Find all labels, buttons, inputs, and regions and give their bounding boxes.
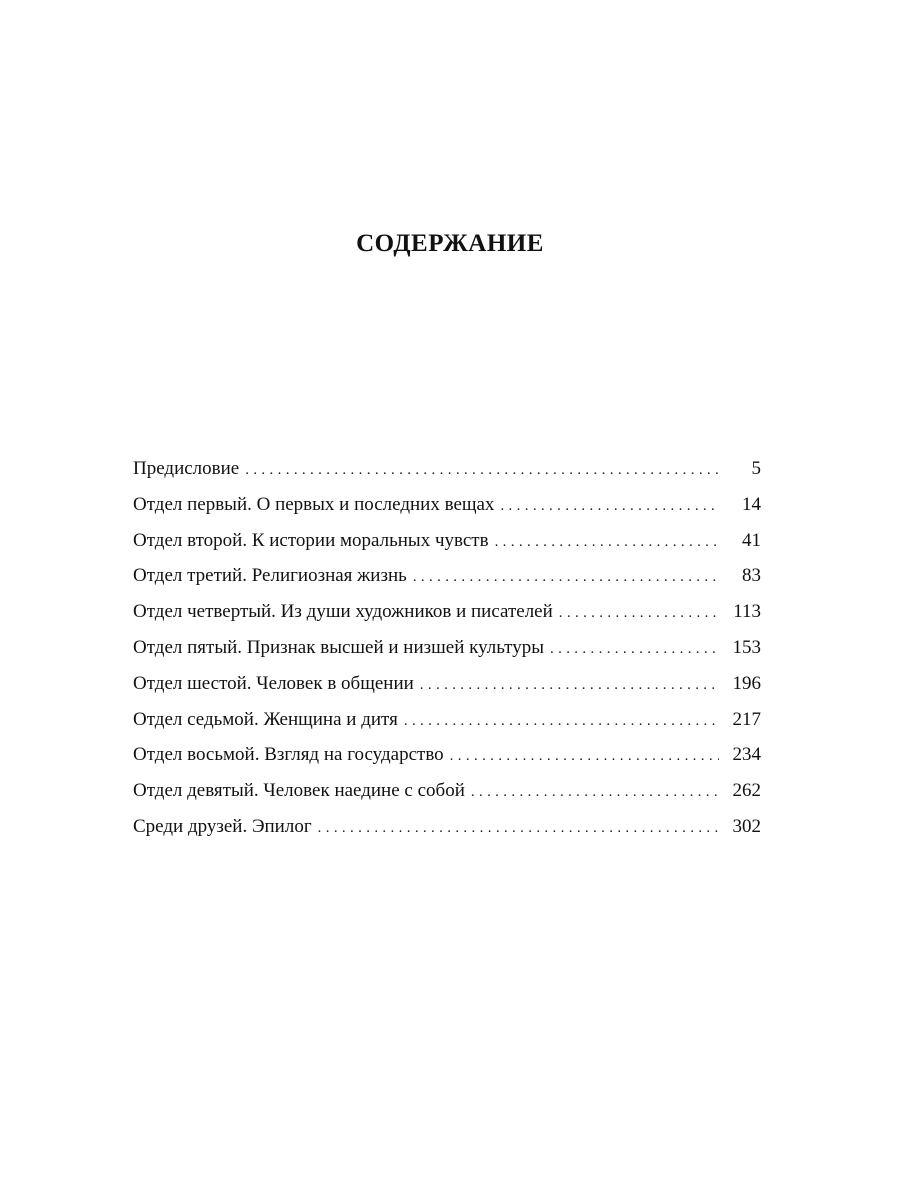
- toc-entry-title: Среди друзей. Эпилог: [133, 815, 312, 837]
- toc-entry: [133, 530, 761, 566]
- toc-entry: [133, 494, 761, 530]
- toc-entry-title: Отдел пятый. Признак высшей и низшей культуры: [133, 636, 544, 658]
- dot-leader: [420, 677, 719, 694]
- toc-entry: [133, 673, 761, 709]
- toc-page-number: 217: [732, 708, 761, 730]
- toc-entry: [133, 816, 761, 852]
- dot-leader: [413, 569, 719, 586]
- toc-page-number: 153: [732, 636, 761, 658]
- toc-entry-title: Отдел седьмой. Женщина и дитя: [133, 708, 398, 730]
- dot-leader: [471, 784, 719, 801]
- toc-page-number: 262: [732, 780, 761, 802]
- toc-page-number: 14: [742, 493, 761, 515]
- toc-page-number: 41: [742, 529, 761, 551]
- toc-entry: [133, 744, 761, 780]
- dot-leader: [550, 641, 719, 658]
- toc-entry-title: Отдел третий. Религиозная жизнь: [133, 565, 407, 587]
- dot-leader: [450, 748, 719, 765]
- dot-leader: [495, 534, 719, 551]
- toc-entry-title: Предисловие: [133, 458, 240, 479]
- toc-entry: [133, 780, 761, 816]
- toc-entry: [133, 709, 761, 745]
- table-of-contents: [133, 458, 761, 852]
- toc-page-number: 234: [732, 744, 761, 766]
- dot-leader: [318, 820, 719, 837]
- toc-entry-title: Отдел первый. О первых и последних вещах: [133, 493, 495, 515]
- toc-entry: [133, 458, 761, 494]
- toc-entry: [133, 637, 761, 673]
- toc-entry-title: Отдел второй. К истории моральных чувств: [133, 529, 489, 551]
- toc-entry-title: Отдел шестой. Человек в общении: [133, 672, 414, 694]
- toc-page-number: 83: [742, 565, 761, 587]
- toc-entry-title: Отдел четвертый. Из души художников и писателей: [133, 601, 553, 623]
- toc-page-number: 302: [732, 815, 761, 837]
- toc-entry: [133, 601, 761, 637]
- dot-leader: [500, 498, 719, 515]
- dot-leader: [559, 605, 719, 622]
- toc-page-number: 196: [732, 672, 761, 694]
- toc-entry: [133, 565, 761, 601]
- page-title: СОДЕРЖАНИЕ: [356, 230, 544, 257]
- toc-entry-title: Отдел восьмой. Взгляд на государство: [133, 744, 444, 766]
- dot-leader: [404, 713, 719, 730]
- toc-page-number: 113: [733, 601, 761, 623]
- dot-leader: [245, 462, 719, 479]
- toc-page-number: 5: [751, 458, 761, 479]
- toc-entry-title: Отдел девятый. Человек наедине с собой: [133, 780, 465, 802]
